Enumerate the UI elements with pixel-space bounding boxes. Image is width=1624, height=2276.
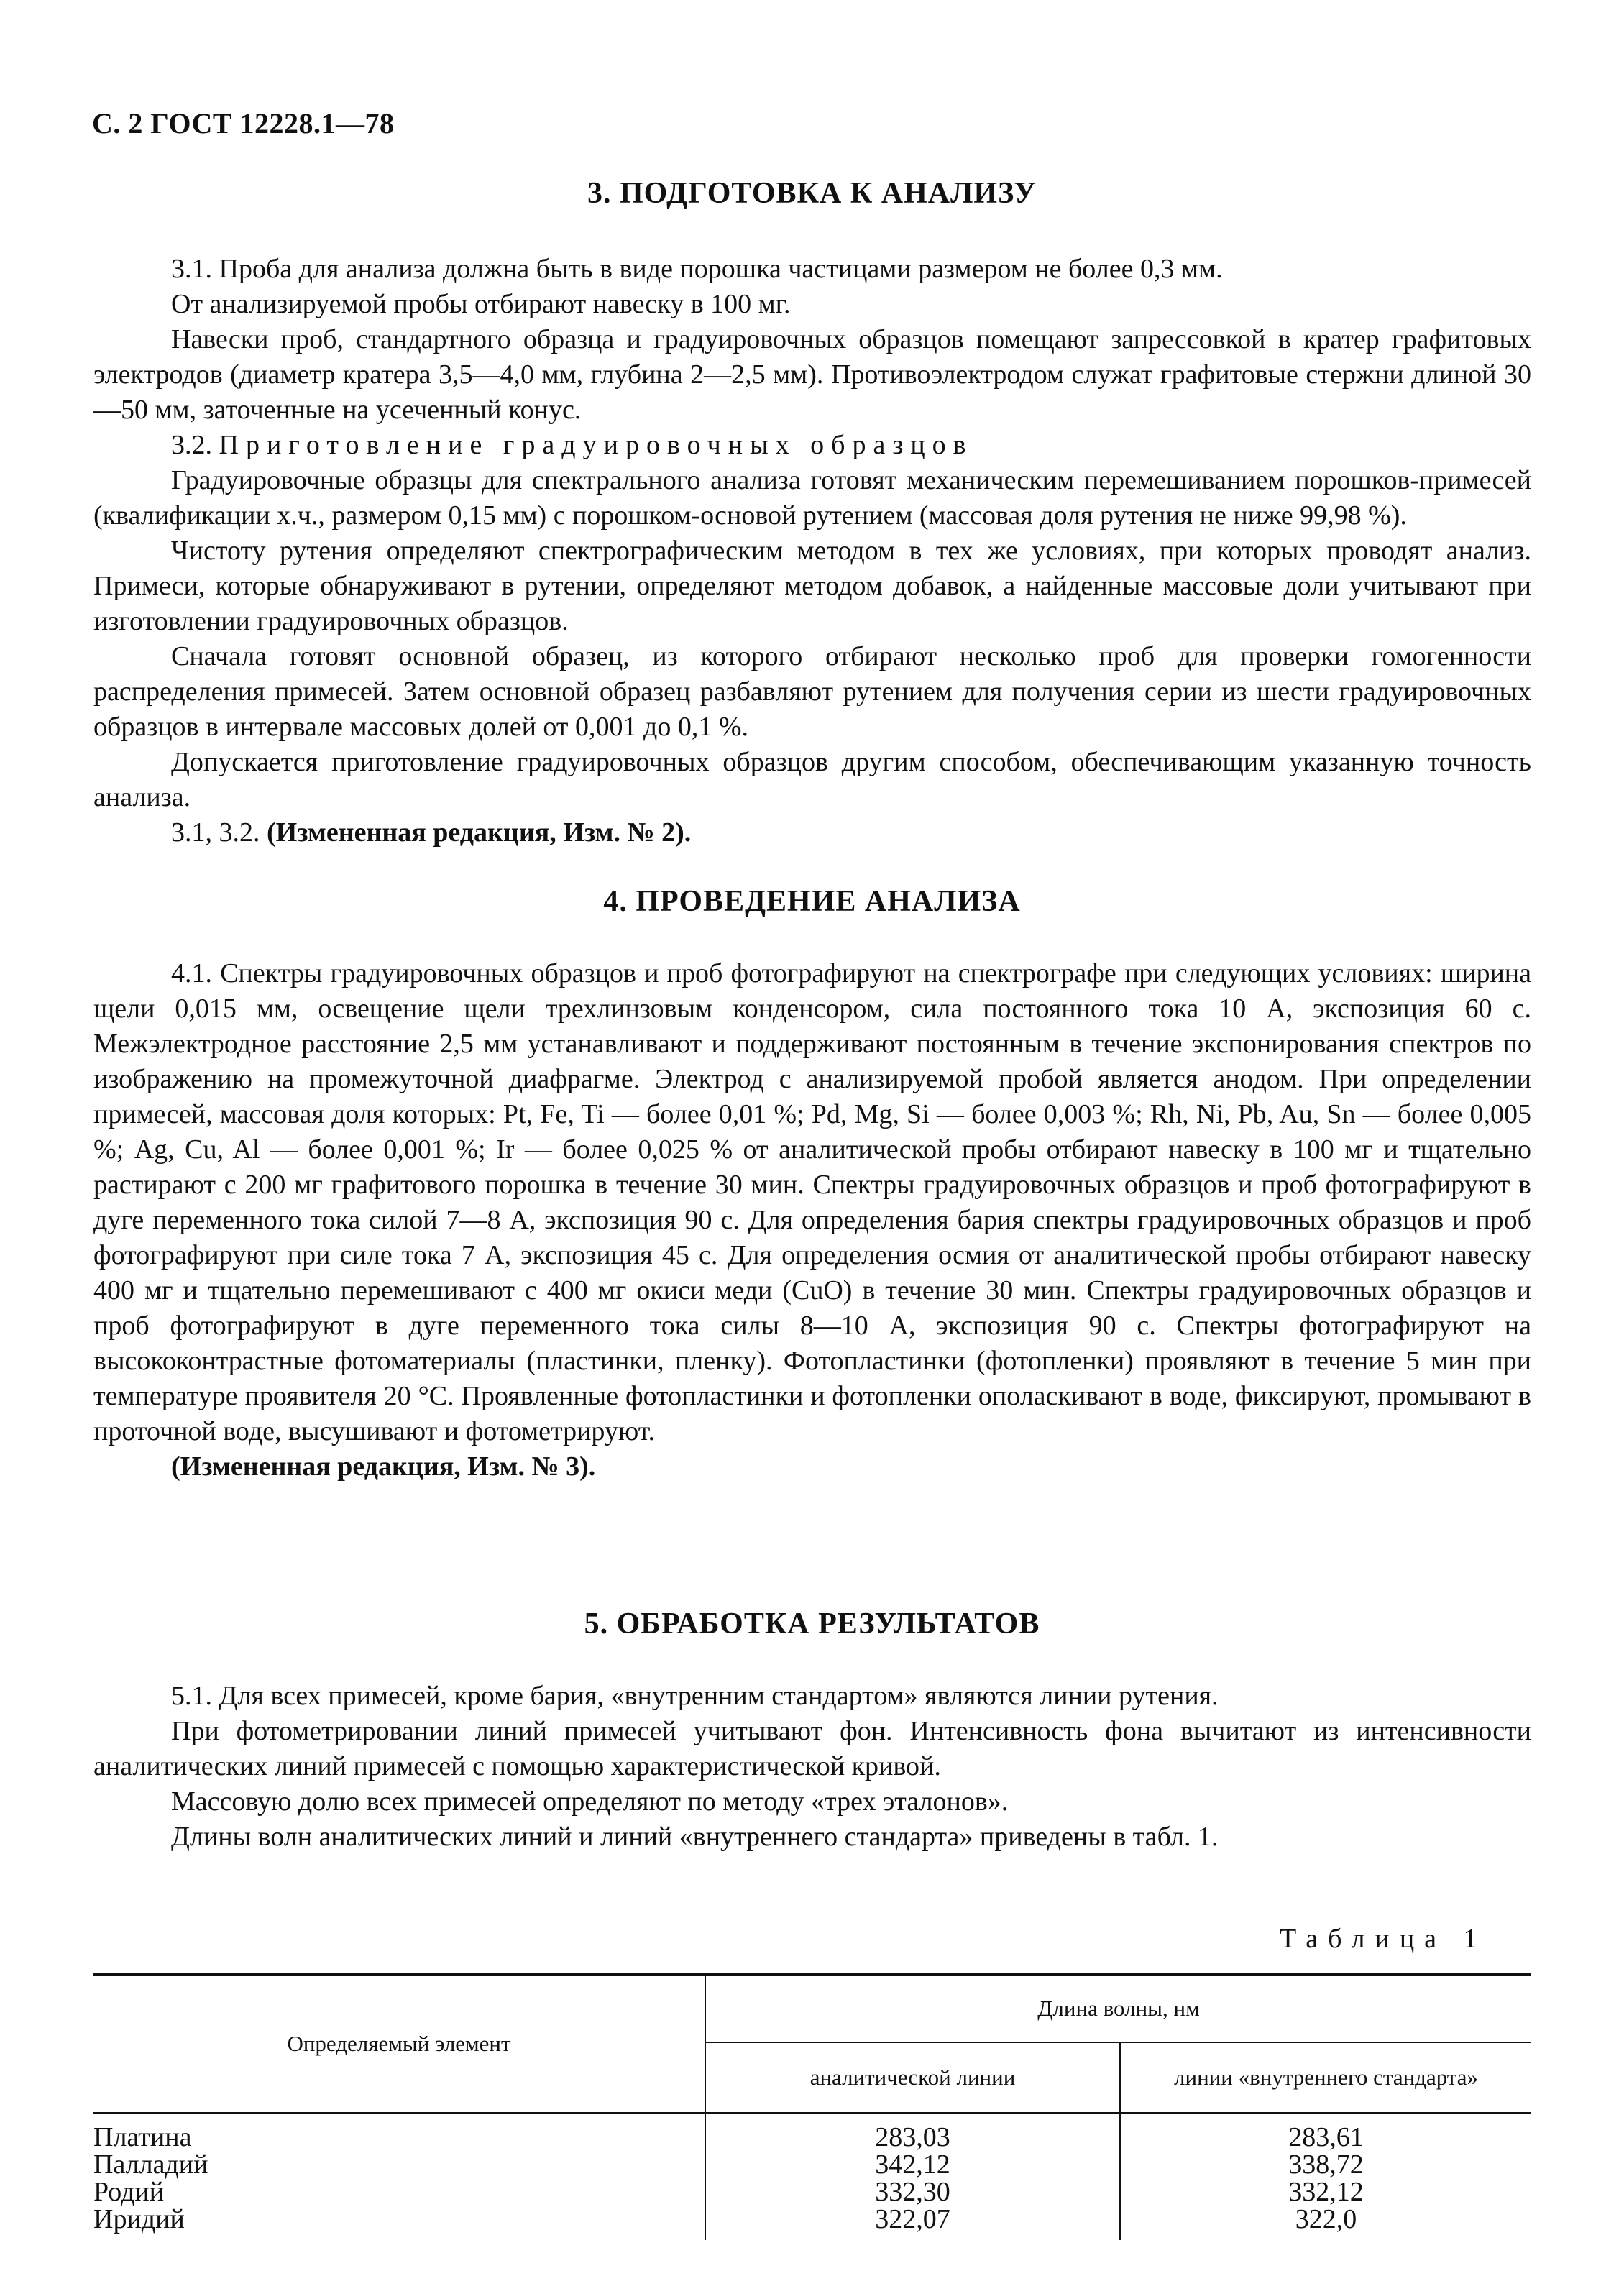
paragraph-3-2-b: Чистоту рутения определяют спектрографическим методом в тех же условиях, при которых проводят анализ. Примеси, которые обнаруживают в рутении, определяют методом добавок, а найденные массовые доли учитывают при изготовлении градуировочных образцов. <box>93 536 1531 636</box>
table-caption: Таблица 1 <box>1280 1924 1487 1954</box>
paragraph-3-1: 3.1. Проба для анализа должна быть в виде порошка частицами размером не более 0,3 мм. <box>171 254 1223 284</box>
paragraph-3-2-a: Градуировочные образцы для спектрального анализа готовят механическим перемешиванием порошков-примесей (квалификации х.ч., размером 0,15 мм) с порошком-основой рутением (массовая доля рутения не ниже 99,98 %). <box>93 465 1531 531</box>
section-3-body <box>93 252 1531 850</box>
paragraph-3-2-c: Сначала готовят основной образец, из которого отбирают несколько проб для проверки гомогенности распределения примесей. Затем основной образец разбавляют рутением для получения серии из шести градуировочных образцов в интервале массовых долей от 0,001 до 0,1 %. <box>93 641 1531 742</box>
paragraph-3-1-c: Навески проб, стандартного образца и градуировочных образцов помещают запрессовкой в кратер графитовых электродов (диаметр кратера 3,5—4,0 мм, глубина 2—2,5 мм). Противоэлектродом служат графитовые стержни длиной 30—50 мм, заточенные на усеченный конус. <box>93 324 1531 425</box>
cell-element: Платина <box>93 2113 705 2151</box>
paragraph-5-1: 5.1. Для всех примесей, кроме бария, «внутренним стандартом» являются линии рутения. <box>171 1681 1219 1711</box>
cell-analytical: 322,07 <box>705 2206 1120 2240</box>
cell-analytical: 332,30 <box>705 2178 1120 2206</box>
header-element: Определяемый элемент <box>93 1975 705 2114</box>
cell-analytical: 283,03 <box>705 2113 1120 2151</box>
header-analytical-line: аналитической линии <box>705 2042 1120 2113</box>
header-internal-standard: линии «внутреннего стандарта» <box>1120 2042 1531 2113</box>
paragraph-5-1-d: Длины волн аналитических линий и линий «внутреннего стандарта» приведены в табл. 1. <box>171 1822 1219 1852</box>
section-3-title: 3. ПОДГОТОВКА К АНАЛИЗУ <box>587 177 1037 210</box>
clause-number: 3.2. <box>171 430 212 460</box>
wavelength-table <box>93 1973 1531 2240</box>
paragraph-3-2-heading <box>93 428 1531 463</box>
table-row <box>93 2206 1531 2240</box>
section-5-body <box>93 1679 1531 1855</box>
paragraph-3-2-d: Допускается приготовление градуировочных образцов другим способом, обеспечивающим указанную точность анализа. <box>93 747 1531 812</box>
cell-internal: 322,0 <box>1295 2204 1357 2234</box>
cell-internal: 332,12 <box>1288 2177 1364 2207</box>
section-5-title: 5. ОБРАБОТКА РЕЗУЛЬТАТОВ <box>584 1607 1040 1641</box>
paragraph-5-1-c: Массовую долю всех примесей определяют по методу «трех эталонов». <box>171 1786 1009 1817</box>
table-row <box>93 2113 1531 2151</box>
cell-analytical: 342,12 <box>705 2151 1120 2178</box>
paragraph-4-1: 4.1. Спектры градуировочных образцов и проб фотографируют на спектрографе при следующих условиях: ширина щели 0,015 мм, освещение щели трехлинзовым конденсором, сила постоянного тока 10 А, экспозиция 60 с. Межэлектродное расстояние 2,5 мм устанавливают и поддерживают постоянным в течение экспонирования спектров по изображению на промежуточной диафрагме. Электрод с анализируемой пробой является анодом. При определении примесей, массовая доля которых: Pt, Fe, Ti — более 0,01 %; Pd, Mg, Si — более 0,003 %; Rh, Ni, Pb, Au, Sn — более 0,005 %; Ag, Cu, Al — более 0,001 %; Ir — более 0,025 % от аналитической пробы отбирают навеску в 100 мг и тщательно растирают с 200 мг графитового порошка в течение 30 мин. Спектры градуировочных образцов и проб фотографируют в дуге переменного тока силой 7—8 А, экспозиция 90 с. Для определения бария спектры градуировочных образцов и проб фотографируют при силе тока 7 А, экспозиция 45 с. Для определения осмия от аналитической пробы отбирают навеску 400 мг и тщательно перемешивают с 400 мг окиси меди (CuO) в течение 30 мин. Спектры градуировочных образцов и проб фотографируют в дуге переменного тока силы 8—10 А, экспозиция 90 с. Спектры фотографируют на высококонтрастные фотоматериалы (пластинки, пленку). Фотопластинки (фотопленки) проявляют в течение 5 мин при температуре проявителя 20 °С. Проявленные фотопластинки и фотопленки ополаскивают в воде, фиксируют, промывают в проточной воде, высушивают и фотометрируют. <box>93 958 1531 1446</box>
section-4-body <box>93 956 1531 1485</box>
paragraph-3-1-b: От анализируемой пробы отбирают навеску в 100 мг. <box>171 289 791 319</box>
cell-internal: 283,61 <box>1288 2122 1364 2152</box>
section-4-title: 4. ПРОВЕДЕНИЕ АНАЛИЗА <box>603 885 1021 918</box>
cell-element: Палладий <box>93 2151 705 2178</box>
clause-heading: Приготовление градуировочных образцов <box>219 430 973 460</box>
cell-internal: 338,72 <box>1288 2149 1364 2180</box>
amendment-note-4: (Измененная редакция, Изм. № 3). <box>171 1451 596 1482</box>
amendment-text: (Измененная редакция, Изм. № 2). <box>267 817 692 848</box>
table-row <box>93 2151 1531 2178</box>
cell-element: Родий <box>93 2178 705 2206</box>
paragraph-5-1-b: При фотометрировании линий примесей учитывают фон. Интенсивность фона вычитают из интенсивности аналитических линий примесей с помощью характеристической кривой. <box>93 1716 1531 1781</box>
clause-numbers: 3.1, 3.2. <box>171 817 260 848</box>
page-header: С. 2 ГОСТ 12228.1—78 <box>92 107 395 139</box>
cell-element: Иридий <box>93 2206 705 2240</box>
amendment-note-3 <box>93 815 1531 850</box>
header-wavelength: Длина волны, нм <box>705 1975 1531 2043</box>
table-row <box>93 2178 1531 2206</box>
